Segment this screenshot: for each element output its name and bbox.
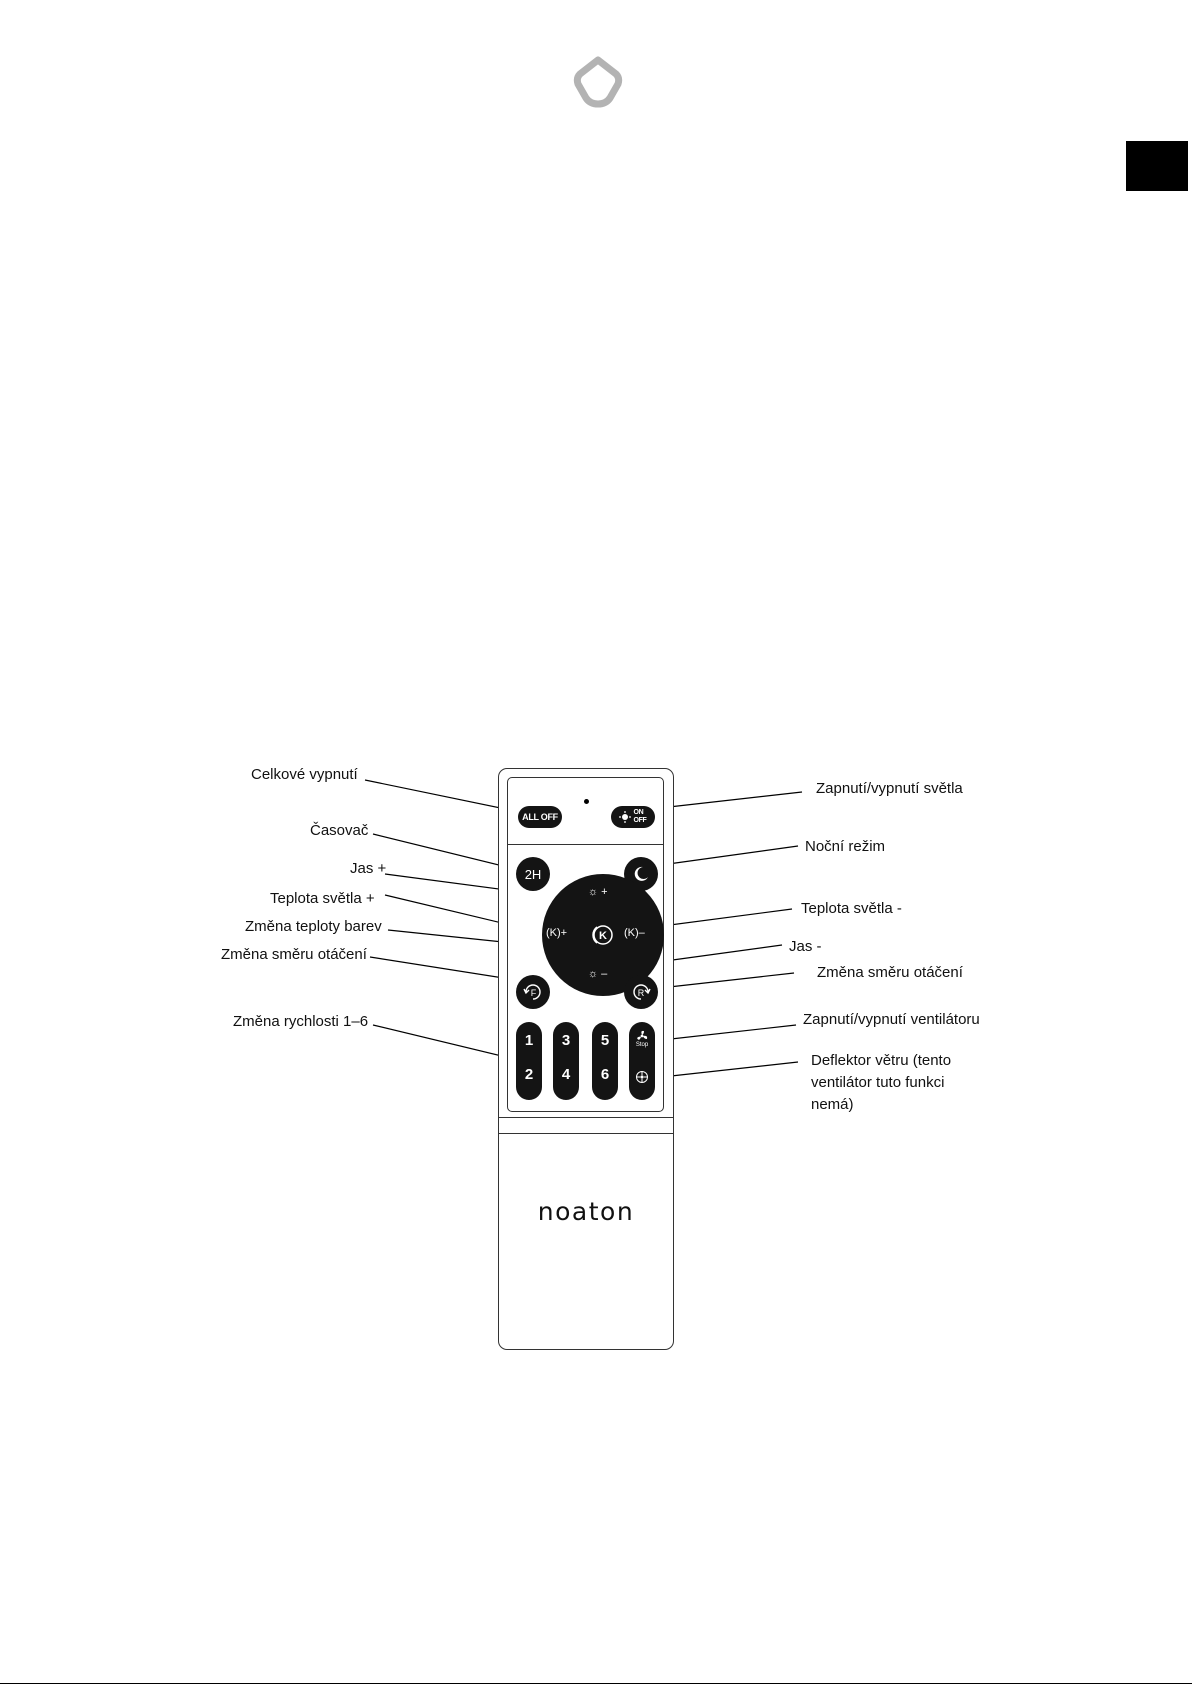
kelvin-icon: (K): [624, 927, 639, 939]
direction-forward-button[interactable]: [516, 975, 550, 1009]
sun-icon: ☼: [588, 968, 599, 980]
sun-icon: [619, 811, 631, 823]
label-brightness-plus: Jas +: [350, 860, 387, 877]
label-wind-deflector: Deflektor větru (tento ventilátor tuto funkci nemá): [811, 1052, 952, 1113]
label-all-off: Celkové vypnutí: [251, 766, 358, 783]
label-light-on-off: Zapnutí/vypnutí světla: [816, 780, 963, 797]
light-off-text: OFF: [633, 817, 647, 824]
svg-text:F: F: [530, 988, 537, 998]
speed-2-button[interactable]: 2: [524, 1066, 534, 1083]
speed-column-5-6: [592, 1022, 618, 1100]
speed-4-button[interactable]: 4: [561, 1066, 571, 1083]
label-direction-left: Změna směru otáčení: [221, 946, 367, 963]
arrow-light-on-off: [660, 792, 802, 808]
color-temp-minus-button[interactable]: [624, 927, 645, 939]
wind-deflector-button[interactable]: [635, 1070, 649, 1089]
panel-divider: [507, 844, 664, 845]
brightness-plus-sign: +: [601, 886, 608, 898]
arrow-all-off: [365, 780, 510, 810]
rotate-forward-icon: [521, 980, 545, 1004]
label-night-mode: Noční režim: [805, 838, 886, 855]
light-on-off-button[interactable]: [611, 806, 655, 828]
temp-plus-sign: +: [560, 927, 568, 939]
brand-logo: noaton: [537, 1197, 635, 1226]
stop-text: Stop: [635, 1042, 649, 1048]
speed-3-button[interactable]: 3: [561, 1032, 571, 1049]
brightness-minus-button[interactable]: [588, 968, 607, 980]
temp-minus-sign: –: [638, 927, 645, 939]
rotate-reverse-icon: [629, 980, 653, 1004]
speed-6-button[interactable]: 6: [600, 1066, 610, 1083]
label-color-temp-plus: Teplota světla +: [270, 890, 375, 907]
arrow-direction-left: [370, 957, 516, 980]
svg-text:R: R: [637, 988, 645, 998]
speed-column-1-2: [516, 1022, 542, 1100]
speed-5-button[interactable]: 5: [600, 1032, 610, 1049]
sun-icon: ☼: [588, 886, 599, 898]
speed-1-button[interactable]: 1: [524, 1032, 534, 1049]
arrow-direction-right: [660, 973, 794, 988]
color-temp-plus-button[interactable]: [546, 927, 567, 939]
arrow-fan-on-off: [662, 1025, 796, 1040]
fan-on-off-button[interactable]: [629, 1030, 655, 1049]
label-color-temp-change: Změna teploty barev: [245, 918, 382, 935]
label-fan-on-off: Zapnutí/vypnutí ventilátoru: [803, 1011, 980, 1028]
kelvin-icon: (K): [546, 927, 561, 939]
timer-button-text: 2H: [524, 866, 542, 882]
arrow-speed: [373, 1025, 510, 1058]
brightness-minus-sign: –: [601, 968, 608, 980]
moon-icon: [632, 865, 650, 883]
remote-divider-lower-2: [499, 1133, 673, 1134]
direction-reverse-button[interactable]: [624, 975, 658, 1009]
color-temp-change-button[interactable]: [588, 921, 616, 949]
label-timer: Časovač: [310, 822, 369, 839]
label-color-temp-minus: Teplota světla -: [801, 900, 902, 917]
kelvin-icon: [588, 921, 616, 949]
svg-text:K: K: [599, 930, 607, 942]
remote-control: [498, 768, 674, 1350]
all-off-button-text: ALL OFF: [522, 812, 558, 822]
arrow-timer: [373, 834, 515, 869]
speed-column-3-4: [553, 1022, 579, 1100]
label-direction-right: Změna směru otáčení: [817, 964, 963, 981]
remote-led: [584, 799, 589, 804]
timer-button[interactable]: [516, 857, 550, 891]
footer-rule: [0, 1683, 1192, 1684]
fan-icon: [636, 1030, 648, 1042]
arrow-deflector: [662, 1062, 798, 1077]
all-off-button[interactable]: [518, 806, 562, 828]
arrow-night: [661, 846, 798, 865]
fan-control-column: [629, 1022, 655, 1100]
label-speed: Změna rychlosti 1–6: [233, 1013, 369, 1030]
label-brightness-minus: Jas -: [789, 938, 822, 955]
deflector-icon: [635, 1070, 649, 1084]
remote-divider-lower: [499, 1117, 673, 1118]
brightness-plus-button[interactable]: [588, 886, 608, 898]
light-on-text: ON: [633, 809, 644, 816]
